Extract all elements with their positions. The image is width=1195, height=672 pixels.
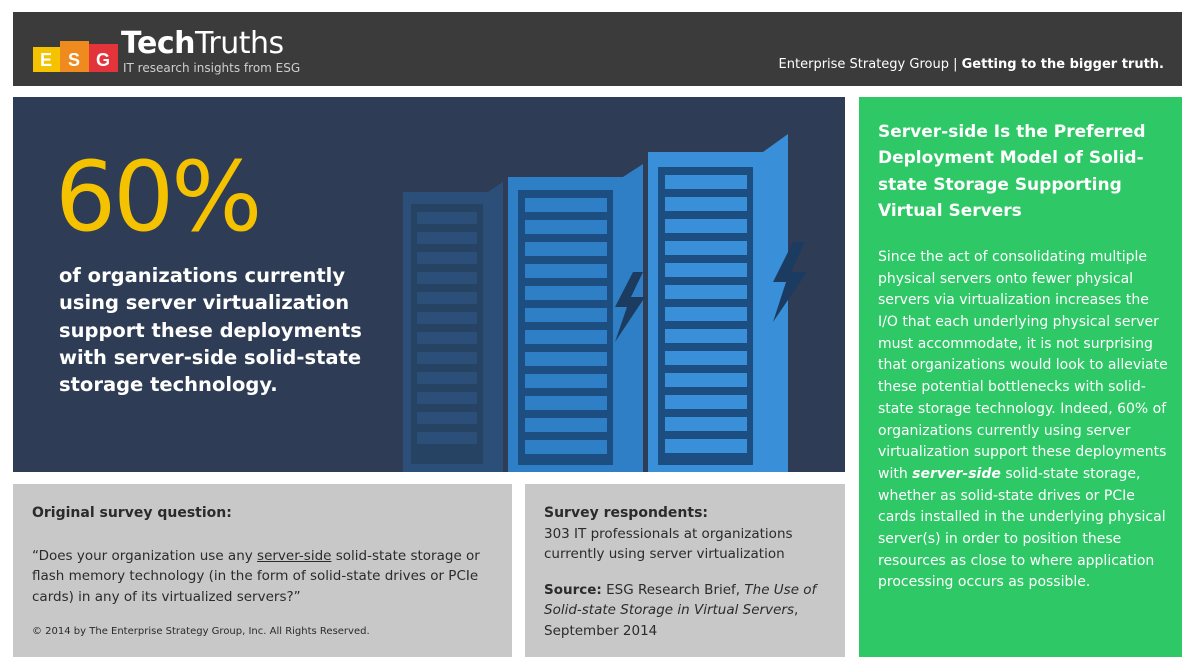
question-text: “Does your organization use any server-side solid-state storage or flash memory technology (in the form of solid-state drives or PCIe cards) in any of its virtualized servers?” bbox=[32, 548, 480, 605]
svg-text:G: G bbox=[95, 50, 111, 70]
tagline-separator: | bbox=[953, 57, 958, 72]
header-bar bbox=[13, 12, 1182, 86]
svg-text:S: S bbox=[67, 50, 81, 70]
copyright-notice: © 2014 by The Enterprise Strategy Group, Inc. All Rights Reserved. bbox=[32, 626, 370, 637]
brand-title: TechTruths bbox=[121, 26, 284, 61]
hero-statement: of organizations currently using server virtualization support these deployments with server-side solid-state storage technology. bbox=[59, 264, 362, 397]
hero-panel bbox=[13, 97, 845, 472]
sidebar-panel bbox=[859, 97, 1182, 657]
brand-subtitle: IT research insights from ESG bbox=[123, 61, 301, 75]
respondents-text: 303 IT professionals at organizations currently using server virtualization bbox=[544, 526, 793, 563]
hero-stat: 60% bbox=[55, 141, 260, 253]
svg-text:E: E bbox=[39, 50, 53, 70]
sidebar-title: Server-side Is the Preferred Deployment Model of Solid-state Storage Supporting Virtual Servers bbox=[878, 122, 1146, 222]
source-title: The Use of Solid-state Storage in Virtual Servers bbox=[544, 582, 817, 619]
underline-server-side: server-side bbox=[257, 548, 332, 564]
survey-question-panel bbox=[13, 484, 512, 657]
server-rack-icon bbox=[393, 112, 843, 472]
survey-respondents-panel bbox=[525, 484, 845, 657]
tagline-slogan: Getting to the bigger truth. bbox=[961, 57, 1164, 72]
esg-logo bbox=[33, 41, 118, 72]
source-citation: Source: ESG Research Brief, The Use of Solid-state Storage in Virtual Servers, September 2014 bbox=[544, 582, 817, 639]
sidebar-body: Since the act of consolidating multiple physical servers onto fewer physical servers via virtualization increases the I/O that each underlying physical server must accommodate, it is not surprising that organizations would look to alleviate these potential bottlenecks with solid-state storage technology. Indeed, 60% of organizations currently using server virtualization support these deployments with server-side solid-state storage, whether as solid-state drives or PCIe cards installed in the underlying physical server(s) in order to position these resources as close to where application processing occurs as possible. bbox=[878, 249, 1168, 591]
emphasis-server-side: server-side bbox=[912, 465, 1001, 482]
tagline bbox=[779, 57, 1164, 72]
question-label: Original survey question: bbox=[32, 505, 232, 521]
tagline-company: Enterprise Strategy Group bbox=[778, 57, 949, 72]
respondents-label: Survey respondents: bbox=[544, 505, 709, 521]
